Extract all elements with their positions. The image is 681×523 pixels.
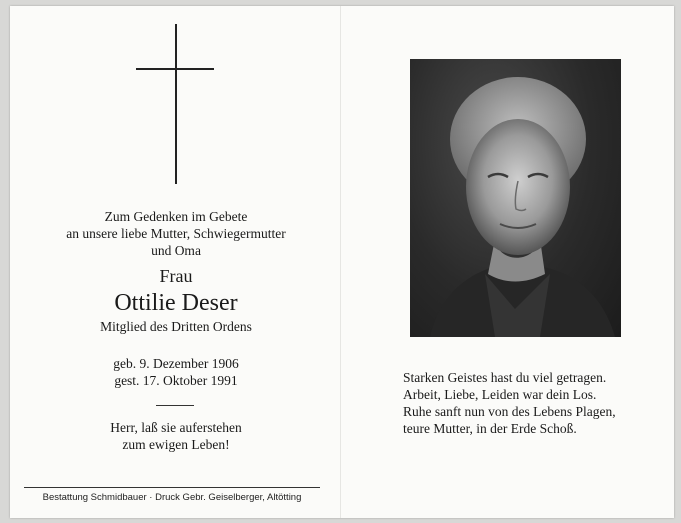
prayer-line-1: Herr, laß sie auferstehen (110, 420, 242, 435)
dedication-line-2: an unsere liebe Mutter, Schwiegermutter (66, 226, 286, 241)
poem (403, 369, 663, 437)
honorific: Frau (159, 266, 193, 286)
divider (156, 405, 194, 406)
poem-line-3: Ruhe sanft nun von des Lebens Plagen, (403, 404, 616, 419)
dedication (30, 208, 322, 259)
dedication-line-3: und Oma (151, 243, 201, 258)
printer-credit: Bestattung Schmidbauer · Druck Gebr. Geiselberger, Altötting (42, 492, 302, 503)
poem-line-2: Arbeit, Liebe, Leiden war dein Los. (403, 387, 597, 402)
birth-date: geb. 9. Dezember 1906 (113, 356, 239, 371)
cross-icon (175, 24, 177, 184)
poem-line-1: Starken Geistes hast du viel getragen. (403, 370, 607, 385)
life-dates (30, 355, 322, 389)
cross-icon-bar (136, 68, 214, 70)
prayer (30, 419, 322, 453)
card-fold (340, 6, 341, 518)
deceased-name: Ottilie Deser (114, 290, 238, 316)
dedication-line-1: Zum Gedenken im Gebete (104, 209, 248, 224)
portrait-illustration (410, 59, 621, 337)
prayer-line-2: zum ewigen Leben! (122, 437, 230, 452)
membership: Mitglied des Dritten Ordens (100, 319, 252, 334)
death-date: gest. 17. Oktober 1991 (114, 373, 238, 388)
poem-line-4: teure Mutter, in der Erde Schoß. (403, 421, 577, 436)
footer-divider (24, 487, 320, 488)
portrait-photo (410, 59, 621, 337)
